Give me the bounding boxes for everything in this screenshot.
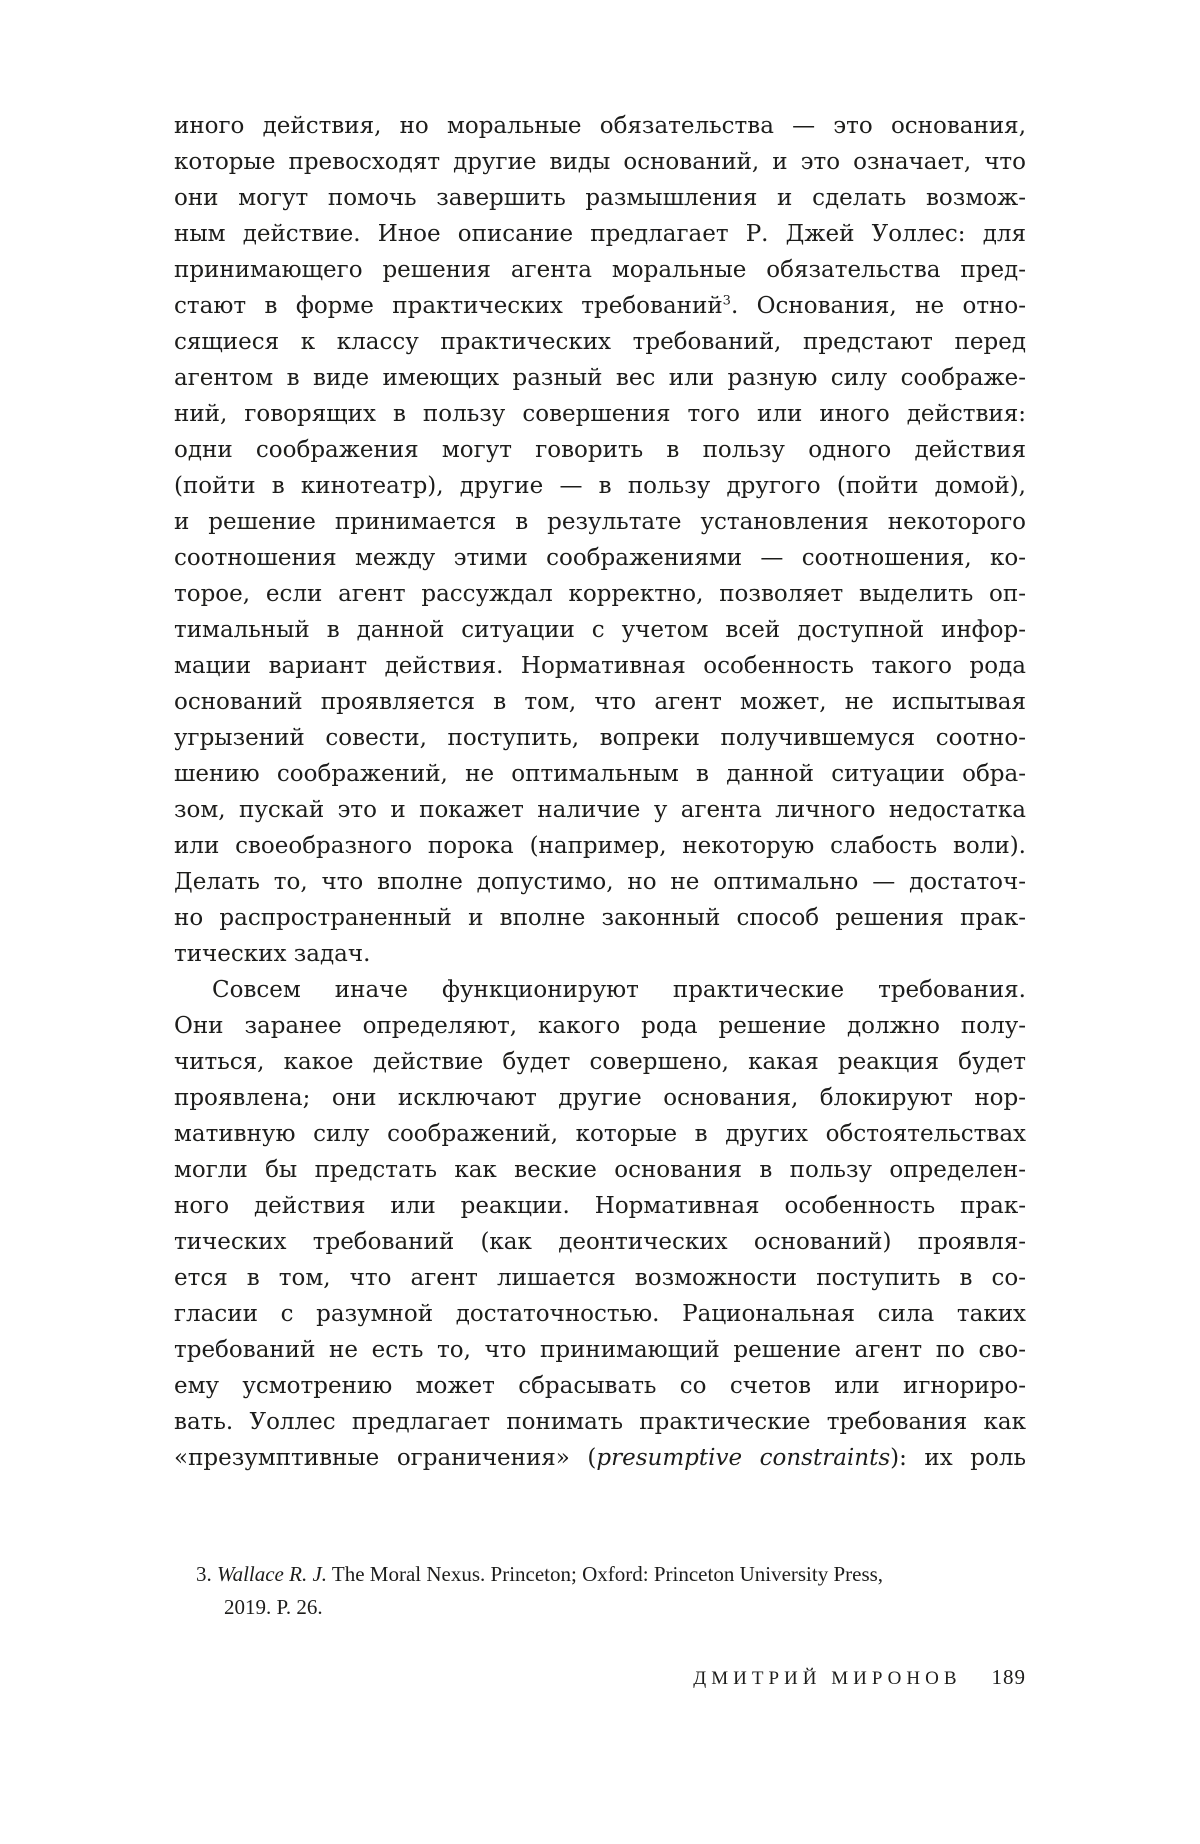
- footnote-line: [174, 1558, 1026, 1591]
- text-line: читься, какое действие будет совершено, какая реакция будет: [174, 1049, 1026, 1075]
- text-line: оснований проявляется в том, что агент может, не испытывая: [174, 689, 1026, 715]
- body-text: [174, 108, 1026, 1476]
- running-footer: [693, 1665, 1026, 1690]
- text-line: они могут помочь завершить размышления и сделать возмож-: [174, 185, 1026, 211]
- page-number: 189: [991, 1665, 1026, 1689]
- text-line: вать. Уоллес предлагает понимать практические требования как: [174, 1409, 1026, 1435]
- text-line: торое, если агент рассуждал корректно, позволяет выделить оп-: [174, 581, 1026, 607]
- text-segment: стают в форме практических требований: [174, 293, 723, 319]
- text-line: могли бы предстать как веские основания в пользу определен-: [174, 1157, 1026, 1183]
- text-line: Они заранее определяют, какого рода решение должно полу-: [174, 1013, 1026, 1039]
- text-line: мативную силу соображений, которые в других обстоятельствах: [174, 1121, 1026, 1147]
- text-line: ным действие. Иное описание предлагает Р. Джей Уоллес: для: [174, 221, 1026, 247]
- text-line: или своеобразного порока (например, некоторую слабость воли).: [174, 833, 1026, 859]
- italic-term: presumptive constraints: [596, 1445, 891, 1471]
- text-line: и решение принимается в результате установления некоторого: [174, 509, 1026, 535]
- text-line: тических требований (как деонтических оснований) проявля-: [174, 1229, 1026, 1255]
- footnote-author: Wallace R. J.: [217, 1562, 328, 1586]
- text-line: ного действия или реакции. Нормативная особенность прак-: [174, 1193, 1026, 1219]
- text-line: агентом в виде имеющих разный вес или разную силу соображе-: [174, 365, 1026, 391]
- text-line: мации вариант действия. Нормативная особенность такого рода: [174, 653, 1026, 679]
- text-line: (пойти в кинотеатр), другие — в пользу другого (пойти домой),: [174, 473, 1026, 499]
- text-line: [174, 288, 1026, 324]
- footnote-number: 3.: [196, 1562, 212, 1586]
- text-line: угрызений совести, поступить, вопреки получившемуся соотно-: [174, 725, 1026, 751]
- text-line: одни соображения могут говорить в пользу одного действия: [174, 437, 1026, 463]
- text-segment: . Основания, не отно-: [730, 293, 1026, 319]
- text-line: которые превосходят другие виды оснований, и это означает, что: [174, 149, 1026, 175]
- footnote-line: 2019. P. 26.: [224, 1595, 323, 1619]
- text-line: но распространенный и вполне законный способ решения прак-: [174, 905, 1026, 931]
- text-segment: «презумптивные ограничения» (: [174, 1445, 597, 1471]
- text-line: [174, 1440, 1026, 1476]
- text-line: ний, говорящих в пользу совершения того или иного действия:: [174, 401, 1026, 427]
- text-line: зом, пускай это и покажет наличие у агента личного недостатка: [174, 797, 1026, 823]
- text-line: требований не есть то, что принимающий решение агент по сво-: [174, 1337, 1026, 1363]
- text-line: соотношения между этими соображениями — соотношения, ко-: [174, 545, 1026, 571]
- text-line: ется в том, что агент лишается возможности поступить в со-: [174, 1265, 1026, 1291]
- text-segment: ): их роль: [890, 1445, 1026, 1471]
- footer-author: ДМИТРИЙ МИРОНОВ: [693, 1668, 962, 1689]
- text-line: иного действия, но моральные обязательства — это основания,: [174, 113, 1026, 139]
- text-line: сящиеся к классу практических требований, предстают перед: [174, 329, 1026, 355]
- text-line: принимающего решения агента моральные обязательства пред-: [174, 257, 1026, 283]
- text-line: тических задач.: [174, 941, 371, 967]
- text-line: тимальный в данной ситуации с учетом всей доступной инфор-: [174, 617, 1026, 643]
- text-line: ему усмотрению может сбрасывать со счетов или игнориро-: [174, 1373, 1026, 1399]
- text-line: проявлена; они исключают другие основания, блокируют нор-: [174, 1085, 1026, 1111]
- footnote-citation: The Moral Nexus. Princeton; Oxford: Princeton University Press,: [327, 1562, 884, 1586]
- text-line: Совсем иначе функционируют практические требования.: [212, 977, 1026, 1003]
- footnote: [174, 1558, 1026, 1624]
- footnote-reference[interactable]: 3: [722, 293, 731, 309]
- text-line: Делать то, что вполне допустимо, но не оптимально — достаточ-: [174, 869, 1026, 895]
- text-line: шению соображений, не оптимальным в данной ситуации обра-: [174, 761, 1026, 787]
- text-line: гласии с разумной достаточностью. Рациональная сила таких: [174, 1301, 1026, 1327]
